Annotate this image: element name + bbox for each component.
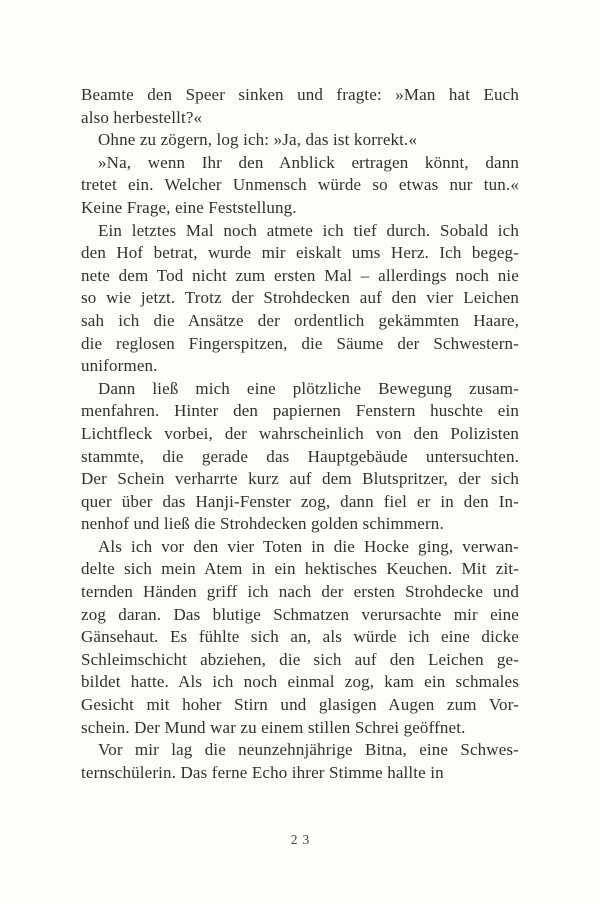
text-block	[81, 84, 519, 784]
paragraph	[81, 378, 519, 536]
text-line: Schleimschicht abziehen, die sich auf den Leichen ge-	[81, 649, 519, 669]
paragraph	[81, 220, 519, 378]
text-line: also herbestellt?«	[81, 107, 203, 127]
text-line: ternden Händen griff ich nach der ersten Strohdecke und	[81, 582, 519, 602]
paragraph	[81, 739, 519, 784]
page-number: 23	[290, 832, 315, 847]
text-line: Der Schein verharrte kurz auf dem Blutspritzer, der sich	[81, 469, 519, 489]
text-line: sah ich die Ansätze der ordentlich gekämmten Haare,	[81, 310, 519, 330]
text-line: stammte, die gerade das Hauptgebäude untersuchten.	[81, 446, 519, 466]
text-line: die reglosen Fingerspitzen, die Säume der Schwestern-	[81, 333, 519, 353]
text-line: nenhof und ließ die Strohdecken golden schimmern.	[81, 514, 444, 534]
text-line: den Hof betrat, wurde mir eiskalt ums Herz. Ich begeg-	[81, 243, 519, 263]
paragraph	[81, 152, 519, 220]
text-line: Dann ließ mich eine plötzliche Bewegung zusam-	[98, 378, 519, 398]
text-line: Vor mir lag die neunzehnjährige Bitna, eine Schwes-	[98, 740, 519, 760]
text-line: bildet hatte. Als ich noch einmal zog, kam ein schmales	[81, 672, 519, 692]
text-line: delte sich mein Atem in ein hektisches Keuchen. Mit zit-	[81, 559, 519, 579]
text-line: quer über das Hanji-Fenster zog, dann fiel er in den In-	[81, 491, 519, 511]
text-line: schein. Der Mund war zu einem stillen Schrei geöffnet.	[81, 717, 466, 737]
text-line: zog daran. Das blutige Schmatzen verursachte mir eine	[81, 604, 519, 624]
text-line: Gänsehaut. Es fühlte sich an, als würde ich eine dicke	[81, 627, 519, 647]
text-line: so wie jetzt. Trotz der Strohdecken auf den vier Leichen	[81, 288, 519, 308]
paragraph	[81, 84, 519, 129]
text-line: uniformen.	[81, 356, 158, 376]
text-line: Ein letztes Mal noch atmete ich tief durch. Sobald ich	[98, 220, 519, 240]
paragraph	[81, 536, 519, 739]
text-line: Lichtfleck vorbei, der wahrscheinlich von den Polizisten	[81, 423, 519, 443]
text-line: Als ich vor den vier Toten in die Hocke ging, verwan-	[98, 536, 519, 556]
text-line: Keine Frage, eine Feststellung.	[81, 197, 297, 217]
text-line: »Na, wenn Ihr den Anblick ertragen könnt, dann	[98, 152, 519, 172]
text-line: nete dem Tod nicht zum ersten Mal – allerdings noch nie	[81, 265, 519, 285]
text-line: Gesicht mit hoher Stirn und glasigen Augen zum Vor-	[81, 695, 519, 715]
text-line: menfahren. Hinter den papiernen Fenstern huschte ein	[81, 401, 519, 421]
text-line: Ohne zu zögern, log ich: »Ja, das ist korrekt.«	[98, 130, 418, 150]
text-line: ternschülerin. Das ferne Echo ihrer Stimme hallte in	[81, 762, 444, 782]
paragraph	[81, 129, 519, 152]
text-line: Beamte den Speer sinken und fragte: »Man hat Euch	[81, 85, 519, 104]
text-line: tretet ein. Welcher Unmensch würde so etwas nur tun.«	[81, 175, 519, 195]
